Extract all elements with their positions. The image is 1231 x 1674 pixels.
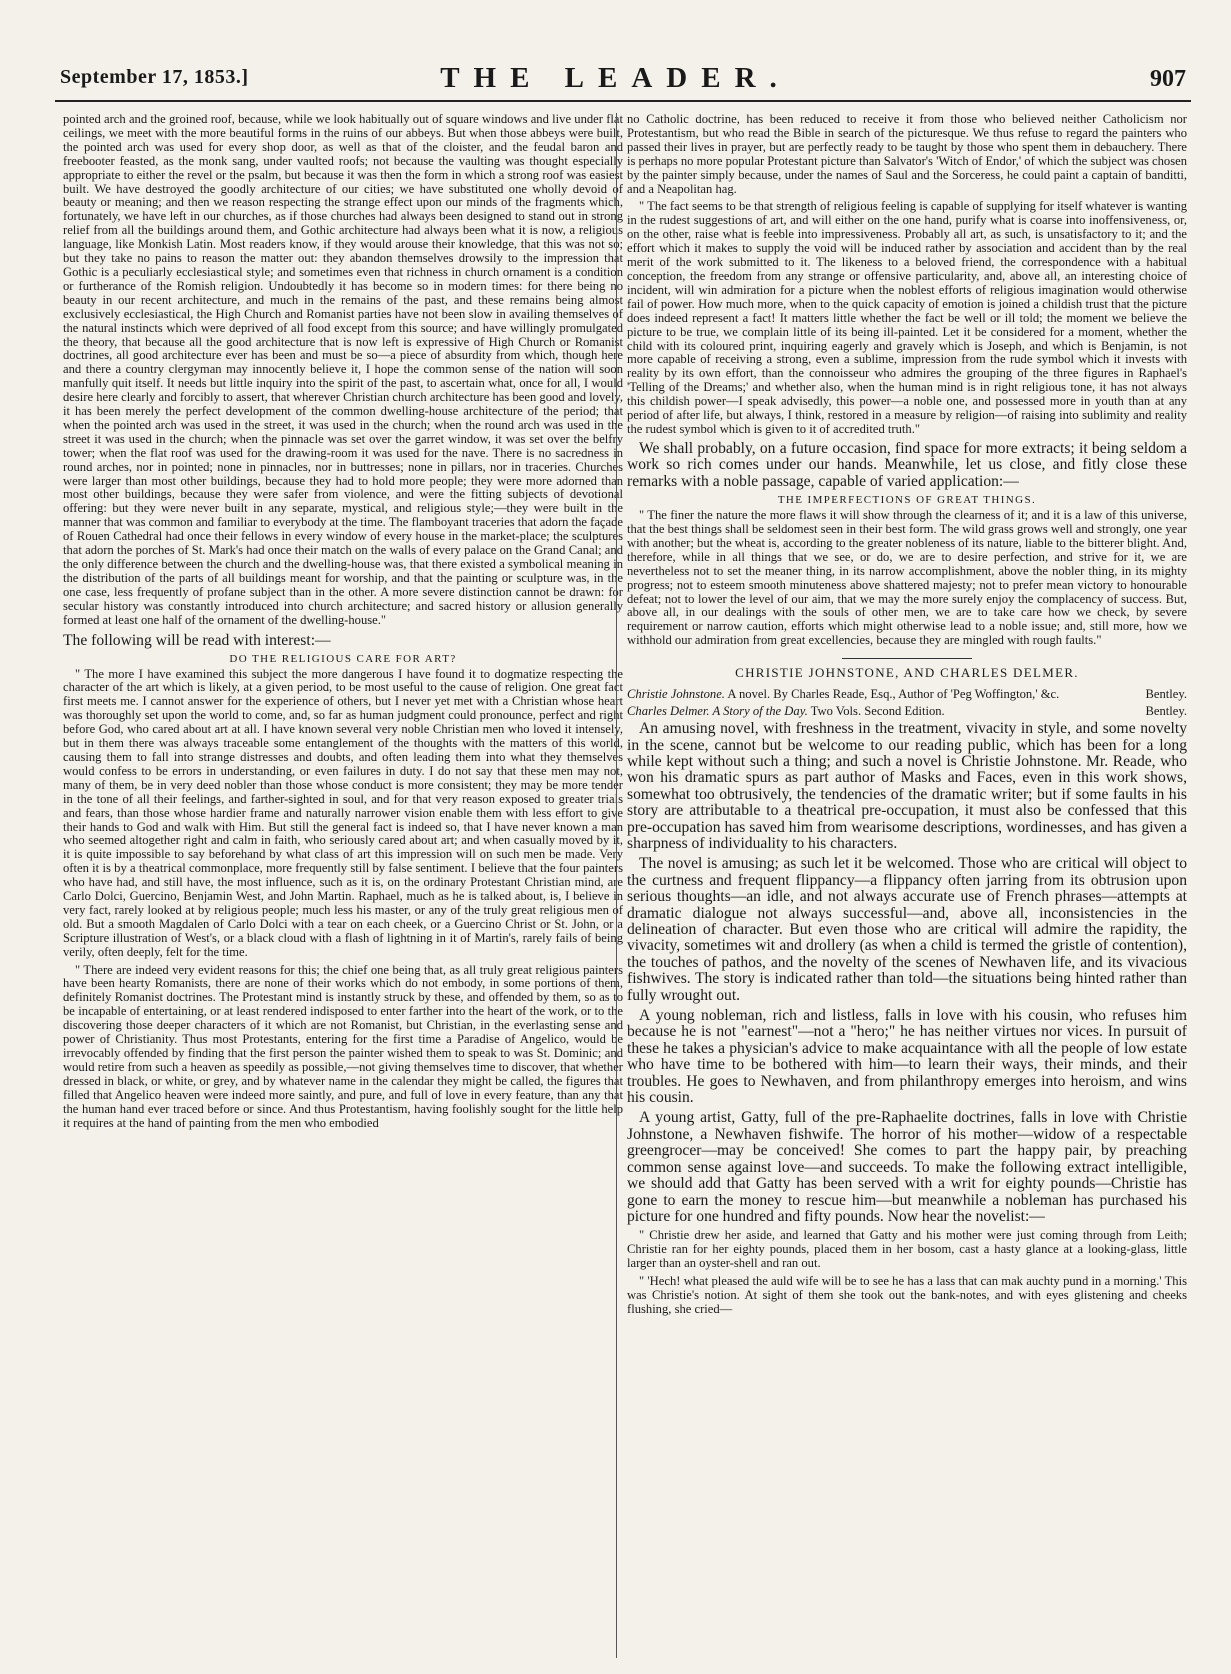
newspaper-title: THE LEADER.	[440, 62, 791, 94]
review-heading: CHRISTIE JOHNSTONE, AND CHARLES DELMER.	[735, 665, 1079, 681]
issue-date: September 17, 1853.]	[60, 66, 249, 88]
masthead	[0, 0, 1231, 100]
book-description: Two Vols. Second Edition.	[810, 704, 945, 719]
section-heading-religious-art: DO THE RELIGIOUS CARE FOR ART?	[229, 652, 457, 665]
right-column	[627, 113, 1187, 1661]
book-title: Christie Johnstone.	[627, 687, 725, 702]
right-paragraph-1: no Catholic doctrine, has been reduced to receive it from those who believed neither Catholicism nor Protestantism, but who read the Bible in search of the picturesque. We thus refuse to regard the painters who passed their lives in prayer, but are perfectly ready to be taught by those who spent them in debauchery. There is perhaps no more popular Protestant picture than Salvator's 'Witch of Endor,' of which the subject was chosen by the painter simply because, under the names of Saul and the Sorceress, he could paint a captain of banditti, and a Neapolitan hag.	[627, 113, 1187, 196]
review-paragraph-3: A young nobleman, rich and listless, falls in love with his cousin, who refuses him because he is not "earnest"—not a "hero;" he has neither virtues nor vices. In pursuit of these he takes a physician's advice to make acquaintance with all the people of low estate who have time to be bothered with him—to learn their ways, their minds, and their troubles. He goes to Newhaven, and from philanthropy emerges into heroism, and wins his cousin.	[627, 1007, 1187, 1107]
page-number: 907	[1150, 66, 1186, 92]
review-paragraph-1: An amusing novel, with freshness in the treatment, vivacity in style, and some novelty in the scene, cannot but be welcome to our reading public, which has been for a long while kept without such a thing; and such a novel is Christie Johnstone. Mr. Reade, who won his dramatic spurs as part author of Masks and Faces, even in this work shows, somewhat too obtrusively, the tendencies of the dramatic writer; but if some faults in his story are attributable to a theatrical pre-occupation, it must also be confessed that this pre-occupation has saved him from wearisome descriptions, wordinesses, and has given a sharpness of individuality to his characters.	[627, 720, 1187, 852]
book-publisher: Bentley.	[1145, 704, 1187, 719]
left-paragraph-1: pointed arch and the groined roof, because, while we look habitually out of square windows and live under flat ceilings, we meet with the more beautiful forms in the ruins of our abbeys. But when those abbeys were built, the pointed arch was used for every shop door, as well as that of the cloister, and the feudal baron and freebooter feasted, as the monk sang, under vaulted roofs; not because the vaulting was thought especially appropriate to either the revel or the psalm, but because it was then the form in which a strong roof was easiest built. We have destroyed the goodly architecture of our cities; we have substituted one wholly devoid of beauty or meaning; and then we reason respecting the strange effect upon our minds of the fragments which, fortunately, we have left in our churches, as if those churches had always been designed to stand out in strong relief from all the buildings around them, and Gothic architecture had always been what it is now, a religious language, like Monkish Latin. Most readers know, if they would arouse their knowledge, that this was not so; but they take no pains to reason the matter out: they abandon themselves drowsily to the impression that Gothic is a peculiarly ecclesiastical style; and sometimes even that richness in church ornament is a condition or furtherance of the Romish religion. Undoubtedly it has become so in modern times: for there being no beauty in our recent architecture, and much in the remains of the past, and these remains being almost exclusively ecclesiastical, the High Church and Romanist parties have not been slow in availing themselves of the natural instincts which were deprived of all food except from this source; and have willingly promulgated the theory, that because all the good architecture that is now left is expressive of High Church or Romanist doctrines, all good architecture ever has been and must be so—a piece of absurdity from which, though here and there a country clergyman may innocently believe it, I hope the common sense of the nation will soon manfully quit itself. It needs but little inquiry into the spirit of the past, to ascertain what, once for all, I would desire here clearly and forcibly to assert, that wherever Christian church architecture has been good and lovely, it has been merely the perfect development of the common dwelling-house architecture of the period; that when the pointed arch was used in the street, it was used in the church; when the round arch was used in the street it was used in the church; when the pinnacle was set over the garret window, it was set over the belfry tower; when the flat roof was used for the drawing-room it was used for the nave. There is no sacredness in round arches, nor in pointed; none in pinnacles, nor in buttresses; none in pillars, nor in traceries. Churches were larger than most other buildings, because they had to hold more people; they were more adorned than most other buildings, because they were safer from violence, and were the fitting subjects of devotional offering: but they were never built in any separate, mystical, and religious style;—they were built in the manner that was common and familiar to everybody at the time. The flamboyant traceries that adorn the façade of Rouen Cathedral had once their fellows in every window of every house in the market-place; the sculptures that adorn the porches of St. Mark's had once their match on the walls of every palace on the Grand Canal; and the only difference between the church and the dwelling-house was, that there existed a symbolical meaning in the distribution of the parts of all buildings meant for worship, and that the painting or sculpture was, in the one case, less frequently of profane subject than in the other. A more severe distinction cannot be drawn: for secular history was constantly introduced into church architecture; and sacred history or allusion generally formed at least one half of the ornament of the dwelling-house."	[63, 113, 623, 627]
column-divider	[616, 113, 617, 1658]
review-extract-2: " 'Hech! what pleased the auld wife will be to see he has a lass that can mak auchty pund in a morning.' This was Christie's notion. At sight of them she took out the bank-notes, and with eyes glistening and cheeks flushing, she cried—	[627, 1274, 1187, 1316]
left-paragraph-2: " The more I have examined this subject the more dangerous I have found it to dogmatize respecting the character of the art which is likely, at a given period, to be most useful to the cause of religion. One great fact first meets me. I cannot answer for the experience of others, but I never yet met with a Christian whose heart was thoroughly set upon the world to come, and, so far as human judgment could pronounce, perfect and right before God, who cared about art at all. I have known several very noble Christian men who loved it intensely, but in them there was always traceable some entanglement of the thoughts with the matters of this world, causing them to fall into strange distresses and doubts, and often leading them into what they themselves would confess to be errors in understanding, or even failures in duty. I do not say that these men may not, many of them, be in very deed nobler than those whose conduct is more consistent; they may be more tender in the tone of all their feelings, and farther-sighted in soul, and for that very reason exposed to greater trials and fears, than those whose hardier frame and naturally narrower vision enable them with less effort to give their hands to God and walk with Him. But still the general fact is indeed so, that I have never known a man who seemed altogether right and calm in faith, who seriously cared about art; and when casually moved by it, it is quite impossible to say beforehand by what class of art this impression will on such men be made. Very often it is by a theatrical commonplace, more frequently still by false sentiment. I believe that the four painters who have had, and still have, the most influence, such as it is, on the ordinary Protestant Christian mind, are Carlo Dolci, Guercino, Benjamin West, and John Martin. Raphael, much as he is talked about, is, I believe in very fact, rarely looked at by religious people; much less his master, or any of the truly great religious men of old. But a smooth Magdalen of Carlo Dolci with a tear on each cheek, or a Guercino Christ or St. John, or a Scripture illustration of West's, or a black cloud with a flash of lightning in it of Martin's, rarely fails of being verily, often deeply, felt for the time.	[63, 666, 623, 959]
review-paragraph-2: The novel is amusing; as such let it be welcomed. Those who are critical will object to the curtness and frequent flippancy—a flippancy often jarring from its obtrusion upon serious thoughts—an idle, and not always accurate use of French phrases—attempts at dramatic dialogue not always successful—and, above all, inconsistencies in the delineation of character. But even those who are critical will admire the rapidity, the vivacity, sometimes wit and drollery (as when a child is termed the gristle of contention), the touches of pathos, and the novelty of the scenes of Newhaven life, and its vivacious fishwives. The story is indicated rather than told—the situations being hinted rather than fully wrought out.	[627, 855, 1187, 1004]
right-paragraph-4: " The finer the nature the more flaws it will show through the clearness of it; and it is a law of this universe, that the best things shall be seldomest seen in their best form. The wild grass grows well and strongly, one year with another; but the wheat is, according to the greater nobleness of its nature, liable to the bitterer blight. And, therefore, while in all things that we see, or do, we are to desire perfection, and strive for it, we are nevertheless not to set the meaner thing, in its narrow accomplishment, above the nobler thing, in its mighty progress; not to esteem smooth minuteness above shattered majesty; not to prefer mean victory to honourable defeat; not to lower the level of our aim, that we may the more surely enjoy the complacency of success. But, above all, in our dealings with the souls of other men, we are to take care how we check, by severe requirement or narrow caution, efforts which might otherwise lead to a noble issue; and, still more, how we withhold our admiration from great excellencies, because they are mingled with rough faults."	[627, 508, 1187, 648]
review-paragraph-4: A young artist, Gatty, full of the pre-Raphaelite doctrines, falls in love with Christie Johnstone, a Newhaven fishwife. The horror of his mother—widow of a respectable greengrocer—may be conceived! She comes to part the happy pair, by preaching common sense against love—and succeeds. To make the following extract intelligible, we should add that Gatty has been served with a writ for eighty pounds—Christie has gone to earn the money to rescue him—but meanwhile a nobleman has purchased his picture for one hundred and fifty pounds. Now hear the novelist:—	[627, 1109, 1187, 1225]
book-publisher: Bentley.	[1145, 687, 1187, 702]
book-description: A novel. By Charles Reade, Esq., Author of 'Peg Woffington,' &c.	[727, 687, 1060, 702]
left-intro-line: The following will be read with interest:—	[63, 631, 331, 649]
section-rule	[842, 658, 972, 659]
left-column	[63, 113, 623, 1661]
left-paragraph-3: " There are indeed very evident reasons for this; the chief one being that, as all truly great religious painters have been hearty Romanists, there are none of their works which do not embody, in some portions of them, definitely Romanist doctrines. The Protestant mind is instantly struck by these, and offended by them, so as to be incapable of entertaining, or at least rendered indisposed to enter farther into the heart of the work, or to the discovering those deeper characters of it which are not Romanist, but Christian, in the everlasting sense and power of Christianity. Thus most Protestants, entering for the first time a Paradise of Angelico, would be irrevocably offended by finding that the first person the painter wished them to speak to was St. Dominic; and would retire from such a heaven as speedily as possible,—not giving themselves time to discover, that whether dressed in black, or white, or grey, and by whatever name in the calendar they might be called, the figures that filled that Angelico heaven were indeed more saintly, and pure, and full of love in every feature, than any that the human hand ever traced before or since. And thus Protestantism, having foolishly sought for the little help it requires at the hand of painting from the men who embodied	[63, 962, 623, 1130]
section-heading-imperfections: THE IMPERFECTIONS OF GREAT THINGS.	[777, 494, 1037, 507]
right-paragraph-3: We shall probably, on a future occasion, find space for more extracts; it being seldom a work so rich comes under our hands. Meanwhile, let us close, and fitly close these remarks with a noble passage, capable of varied application:—	[627, 439, 1187, 490]
review-extract-1: " Christie drew her aside, and learned that Gatty and his mother were just coming through from Leith; Christie ran for her eighty pounds, placed them in her bosom, cast a hasty glance at a looking-glass, little larger than an oyster-shell and ran out.	[627, 1228, 1187, 1271]
right-paragraph-2: " The fact seems to be that strength of religious feeling is capable of supplying for itself whatever is wanting in the rudest suggestions of art, and will either on the one hand, purify what is coarse into inoffensiveness, or, on the other, raise what is feeble into impressiveness. Probably all art, as such, is unsatisfactory to it; and the effort which it makes to supply the void will be induced rather by association and accident than by the real merit of the work submitted to it. The likeness to a beloved friend, the correspondence with a habitual conception, the freedom from any strange or offensive particularity, and, above all, an interesting choice of incident, will win admiration for a picture when the noblest efforts of religious imagination would otherwise fail of power. How much more, when to the quick capacity of emotion is joined a childish trust that the picture does indeed represent a fact! It matters little whether the fact be well or ill told; the moment we believe the picture to be true, we complain little of its being ill-painted. Let it be considered for a moment, whether the child with its coloured print, inquiring eagerly and gravely which is Joseph, and which is Benjamin, is not more capable of receiving a strong, even a sublime, impression from the rude symbol which it invests with reality by its own effort, than the connoisseur who admires the grouping of the three figures in Raphael's 'Telling of the Dreams;' and whether also, when the human mind is in right religious tone, it has not always this childish power—I speak advisedly, this power—a noble one, and possessed more in youth than at any period of after life, but always, I think, restored in a measure by religion—of raising into sublimity and reality the rudest symbol which is given to it of accredited truth."	[627, 199, 1187, 436]
book-entry-christie-johnstone	[627, 687, 1187, 701]
book-title: Charles Delmer. A Story of the Day.	[627, 704, 808, 719]
book-entry-charles-delmer	[627, 704, 1187, 718]
header-rule	[55, 100, 1191, 102]
